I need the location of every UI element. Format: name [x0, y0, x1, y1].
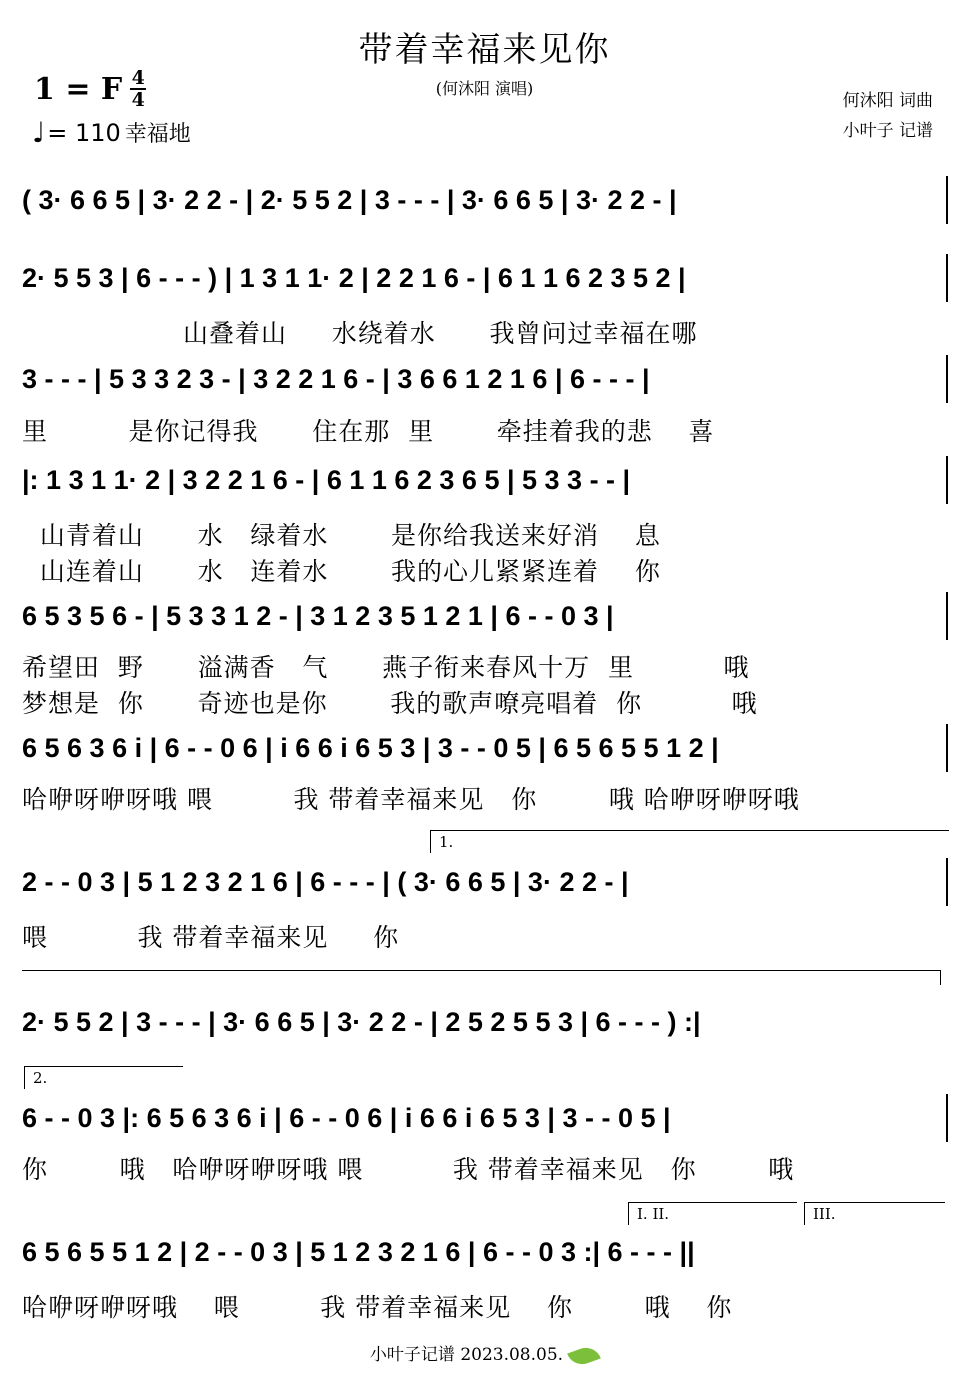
notation-line: 2 - - 0 3 | 5 1 2 3 2 1 6 | 6 - - - | ( 3· 6 6 5 | 3· 2 2 - |	[22, 866, 629, 897]
staff-system-10	[22, 1228, 947, 1288]
time-top: 4	[131, 67, 145, 89]
notation-line: 3 - - - | 5 3 3 2 3 - | 3 2 2 1 6 - | 3 6 6 1 2 1 6 | 6 - - - |	[22, 363, 650, 394]
notation-line: 6 5 3 5 6 - | 5 3 3 1 2 - | 3 1 2 3 5 1 2 1 | 6 - - 0 3 |	[22, 600, 614, 631]
quarter-note-icon: ♩	[32, 116, 46, 149]
time-bottom: 4	[131, 89, 145, 111]
notation-line: |: 1 3 1 1· 2 | 3 2 2 1 6 - | 6 1 1 6 2 3 6 5 | 5 3 3 - - |	[22, 464, 631, 495]
notation-line: 2· 5 5 3 | 6 - - - ) | 1 3 1 1· 2 | 2 2 1 6 - | 6 1 1 6 2 3 5 2 |	[22, 262, 686, 293]
barline	[946, 254, 948, 302]
volta-bracket-1: 1.	[430, 830, 949, 853]
staff-system-4	[22, 456, 947, 516]
barline	[946, 176, 948, 224]
footer-signature	[0, 1340, 969, 1365]
barline	[946, 592, 948, 640]
staff-system-9	[22, 1094, 947, 1154]
tempo-marking	[32, 116, 191, 149]
barline	[946, 1094, 948, 1142]
time-signature	[130, 68, 146, 110]
notation-line: 2· 5 5 2 | 3 - - - | 3· 6 6 5 | 3· 2 2 - | 2 5 2 5 5 3 | 6 - - - ) :|	[22, 1006, 701, 1037]
lyric-line-verse-1: 希望田 野 溢满香 气 燕子衔来春风十万 里 哦	[22, 653, 750, 682]
key-signature	[34, 68, 146, 110]
page-title: 带着幸福来见你	[358, 30, 611, 70]
notation-line: 6 5 6 5 5 1 2 | 2 - - 0 3 | 5 1 2 3 2 1 6 | 6 - - 0 3 :| 6 - - - ||	[22, 1236, 695, 1267]
barline	[946, 456, 948, 504]
staff-system-2	[22, 254, 947, 314]
lyric-line: 哈咿呀咿呀哦 喂 我 带着幸福来见 你 哦 哈咿呀咿呀哦	[22, 785, 800, 814]
volta-bracket-2: 2.	[24, 1066, 183, 1089]
mood-marking: 幸福地	[124, 122, 191, 147]
notation-line: ( 3· 6 6 5 | 3· 2 2 - | 2· 5 5 2 | 3 - - - | 3· 6 6 5 | 3· 2 2 - |	[22, 184, 677, 215]
lyric-line: 哈咿呀咿呀哦 喂 我 带着幸福来见 你 哦 你	[22, 1293, 733, 1322]
credit-lyrics-music: 何沐阳 词曲	[842, 91, 933, 111]
notation-line: 6 - - 0 3 |: 6 5 6 3 6 i | 6 - - 0 6 | i 6 6 i 6 5 3 | 3 - - 0 5 |	[22, 1102, 671, 1133]
tempo-value: = 110	[47, 118, 121, 147]
barline	[946, 858, 948, 906]
leaf-icon	[567, 1343, 601, 1368]
barline	[946, 724, 948, 772]
footer-text: 小叶子记谱 2023.08.05.	[369, 1345, 564, 1365]
staff-system-5	[22, 592, 947, 652]
lyric-line: 山叠着山 水绕着水 我曾问过幸福在哪	[22, 319, 698, 348]
notation-line: 6 5 6 3 6 i | 6 - - 0 6 | i 6 6 i 6 5 3 | 3 - - 0 5 | 6 5 6 5 5 1 2 |	[22, 732, 719, 763]
volta-bracket-4: III.	[804, 1202, 945, 1225]
volta-continuation	[22, 970, 941, 985]
staff-system-8	[22, 998, 947, 1058]
lyric-line: 你 哦 哈咿呀咿呀哦 喂 我 带着幸福来见 你 哦	[22, 1155, 795, 1184]
staff-system-3	[22, 355, 947, 415]
staff-system-1	[22, 176, 947, 236]
staff-system-6	[22, 724, 947, 784]
key-label: 1 = F	[34, 71, 123, 107]
lyric-line: 里 是你记得我 住在那 里 牵挂着我的悲 喜	[22, 417, 715, 446]
barline	[946, 355, 948, 403]
lyric-line-verse-1: 山青着山 水 绿着水 是你给我送来好消 息	[22, 521, 661, 550]
credit-transcriber: 小叶子 记谱	[842, 121, 933, 141]
performer-subtitle: (何沐阳 演唱)	[435, 79, 534, 98]
staff-system-7	[22, 858, 947, 918]
volta-bracket-3: I. II.	[628, 1202, 797, 1225]
lyric-line-verse-2: 山连着山 水 连着水 我的心儿紧紧连着 你	[22, 557, 661, 586]
lyric-line-verse-2: 梦想是 你 奇迹也是你 我的歌声嘹亮唱着 你 哦	[22, 689, 758, 718]
lyric-line: 喂 我 带着幸福来见 你	[22, 923, 400, 952]
